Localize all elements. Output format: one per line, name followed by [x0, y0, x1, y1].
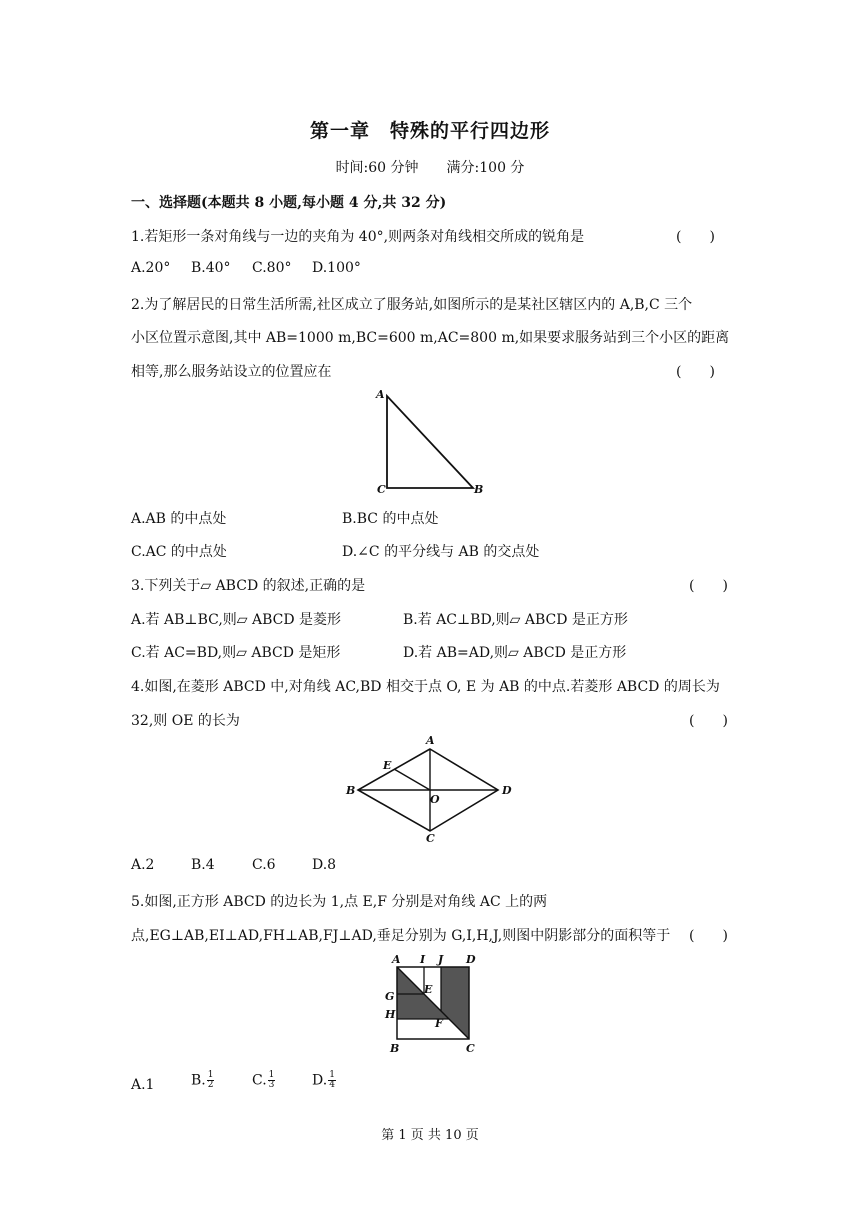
segment-oe	[394, 769, 430, 790]
q5-option-c	[252, 1071, 275, 1090]
answer-bracket-5: ( )	[689, 928, 728, 944]
q3-option-a: A.若 AB⊥BC,则▱ ABCD 是菱形	[131, 612, 342, 628]
label-f: F	[435, 1017, 443, 1030]
question-2-line-1: 2.为了解居民的日常生活所需,社区成立了服务站,如图所示的是某社区辖区内的 A,B,C 三个	[131, 297, 693, 313]
label-i: I	[420, 953, 426, 966]
label-d: D	[466, 953, 476, 966]
page-footer: 第 1 页 共 10 页	[381, 1128, 479, 1143]
question-4-line-1: 4.如图,在菱形 ABCD 中,对角线 AC,BD 相交于点 O, E 为 AB 的中点.若菱形 ABCD 的周长为	[131, 679, 720, 695]
label-b: B	[390, 1042, 400, 1055]
fraction-numerator: 1	[268, 1070, 275, 1080]
label-a: A	[426, 734, 435, 747]
q2-option-b: B.BC 的中点处	[342, 511, 439, 527]
label-c: C	[466, 1042, 475, 1055]
question-5-line-1: 5.如图,正方形 ABCD 的边长为 1,点 E,F 分别是对角线 AC 上的两	[131, 894, 548, 910]
q4-rhombus-figure	[340, 734, 520, 850]
page-title: 第一章 特殊的平行四边形	[309, 120, 550, 142]
q2-option-d: D.∠C 的平分线与 AB 的交点处	[342, 544, 540, 560]
answer-bracket-3: ( )	[689, 578, 728, 594]
q4-option-d: D.8	[312, 857, 337, 873]
shaded-trapezoid-right	[441, 967, 469, 1039]
label-j: J	[438, 953, 444, 966]
q4-option-a: A.2	[131, 857, 155, 873]
fraction	[207, 1071, 215, 1090]
q3-option-b: B.若 AC⊥BD,则▱ ABCD 是正方形	[403, 612, 628, 628]
q4-option-c: C.6	[252, 857, 276, 873]
label-o: O	[430, 793, 440, 806]
label-a: A	[392, 953, 401, 966]
fraction	[268, 1071, 276, 1090]
q1-option-a: A.20°	[131, 260, 171, 276]
label-a: A	[376, 388, 385, 401]
label-c: C	[377, 483, 386, 496]
q5-option-b-label: B.	[191, 1072, 206, 1089]
answer-bracket-2: ( )	[676, 364, 715, 380]
q2-option-c: C.AC 的中点处	[131, 544, 227, 560]
q5-option-a: A.1	[131, 1077, 155, 1093]
q5-square-figure	[380, 950, 490, 1058]
question-2-line-2: 小区位置示意图,其中 AB=1000 m,BC=600 m,AC=800 m,如果要求服务站到三个小区的距离	[131, 330, 730, 346]
q2-triangle-figure	[370, 386, 490, 498]
fraction-denominator: 4	[329, 1080, 335, 1090]
question-5-line-2: 点,EG⊥AB,EI⊥AD,FH⊥AB,FJ⊥AD,垂足分别为 G,I,H,J,则图中阴影部分的面积等于	[131, 928, 671, 944]
label-d: D	[502, 784, 512, 797]
label-h: H	[385, 1008, 396, 1021]
label-e: E	[424, 983, 433, 996]
q5-option-b	[191, 1071, 214, 1090]
label-b: B	[474, 483, 484, 496]
question-2-line-3: 相等,那么服务站设立的位置应在	[131, 364, 332, 380]
q2-option-a: A.AB 的中点处	[131, 511, 227, 527]
q3-option-c: C.若 AC=BD,则▱ ABCD 是矩形	[131, 645, 341, 661]
q4-option-b: B.4	[191, 857, 215, 873]
triangle-abc	[387, 396, 473, 488]
q1-option-d: D.100°	[312, 260, 361, 276]
q1-option-b: B.40°	[191, 260, 231, 276]
exam-info: 时间:60 分钟 满分:100 分	[335, 160, 525, 176]
q5-option-d	[312, 1071, 336, 1090]
q5-option-d-label: D.	[312, 1072, 328, 1089]
q1-option-c: C.80°	[252, 260, 292, 276]
q5-option-c-label: C.	[252, 1072, 267, 1089]
answer-bracket-4: ( )	[689, 713, 728, 729]
fraction-numerator: 1	[207, 1070, 214, 1080]
fraction-numerator: 1	[329, 1070, 335, 1080]
question-3-text: 3.下列关于▱ ABCD 的叙述,正确的是	[131, 578, 366, 594]
label-b: B	[346, 784, 356, 797]
fraction-denominator: 3	[268, 1080, 275, 1090]
fraction	[328, 1071, 336, 1090]
answer-bracket-1: ( )	[676, 229, 715, 245]
q3-option-d: D.若 AB=AD,则▱ ABCD 是正方形	[403, 645, 627, 661]
section-heading: 一、选择题(本题共 8 小题,每小题 4 分,共 32 分)	[131, 195, 447, 211]
fraction-denominator: 2	[207, 1080, 214, 1090]
question-4-line-2: 32,则 OE 的长为	[131, 713, 240, 729]
question-1-text: 1.若矩形一条对角线与一边的夹角为 40°,则两条对角线相交所成的锐角是	[131, 229, 585, 245]
label-g: G	[385, 990, 395, 1003]
label-c: C	[426, 832, 435, 845]
label-e: E	[383, 759, 392, 772]
